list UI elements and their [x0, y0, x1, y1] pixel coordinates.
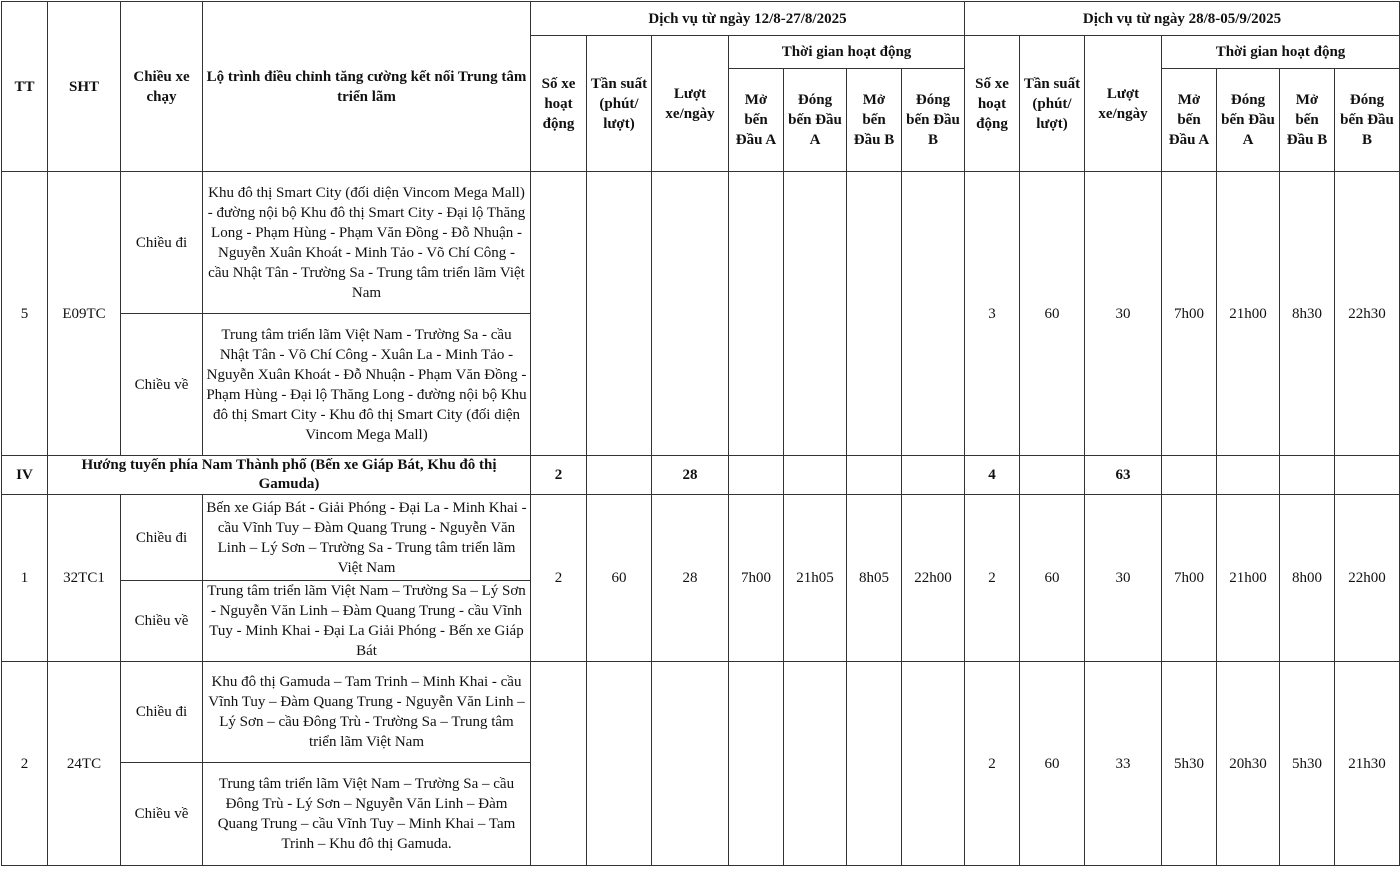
- header-p1-operating-time: Thời gian hoạt động: [729, 36, 965, 69]
- p2-vehicles: 2: [965, 495, 1020, 662]
- row-direction-back: Chiều về: [121, 314, 203, 456]
- p2-close-a: 21h00: [1217, 172, 1280, 456]
- group-p1-close-b: [902, 456, 965, 495]
- header-p1-close-b: Đóng bến Đầu B: [902, 69, 965, 172]
- p1-close-b: 22h00: [902, 495, 965, 662]
- row-tt: 5: [2, 172, 48, 456]
- schedule-table: [1, 1, 1400, 866]
- table-row: [2, 495, 1400, 581]
- p2-close-a: 20h30: [1217, 662, 1280, 866]
- header-tt: TT: [2, 2, 48, 172]
- p1-frequency: 60: [587, 495, 652, 662]
- p2-close-a: 21h00: [1217, 495, 1280, 662]
- p1-open-b: [847, 662, 902, 866]
- p1-open-a: 7h00: [729, 495, 784, 662]
- group-p1-frequency: [587, 456, 652, 495]
- p1-close-a: 21h05: [784, 495, 847, 662]
- header-p1-trips: Lượt xe/ngày: [652, 36, 729, 172]
- header-p1-vehicles: Số xe hoạt động: [531, 36, 587, 172]
- row-direction-out: Chiều đi: [121, 662, 203, 763]
- p1-open-a: [729, 172, 784, 456]
- row-route-back: Trung tâm triển lãm Việt Nam - Trường Sa - cầu Nhật Tân - Võ Chí Công - Xuân La - Minh Tảo - Nguyễn Xuân Khoát - Đỗ Nhuận - Phạm Văn Đồng - Phạm Hùng - Đại lộ Thăng Long - đường nội bộ Khu đô thị Smart City - Khu đô thị Smart City (đối diện Vincom Mega Mall): [203, 314, 531, 456]
- group-p1-trips: 28: [652, 456, 729, 495]
- p2-close-b: 22h00: [1335, 495, 1400, 662]
- group-p2-open-b: [1280, 456, 1335, 495]
- header-p1-open-b: Mở bến Đầu B: [847, 69, 902, 172]
- group-p2-open-a: [1162, 456, 1217, 495]
- header-period-2: Dịch vụ từ ngày 28/8-05/9/2025: [965, 2, 1400, 36]
- header-p2-close-b: Đóng bến Đầu B: [1335, 69, 1400, 172]
- row-sht: 24TC: [48, 662, 121, 866]
- header-p1-open-a: Mở bến Đầu A: [729, 69, 784, 172]
- p2-trips: 33: [1085, 662, 1162, 866]
- p2-open-a: 5h30: [1162, 662, 1217, 866]
- p1-vehicles: 2: [531, 495, 587, 662]
- header-p1-close-a: Đóng bến Đầu A: [784, 69, 847, 172]
- group-p1-vehicles: 2: [531, 456, 587, 495]
- p1-trips: [652, 172, 729, 456]
- row-direction-back: Chiều về: [121, 581, 203, 662]
- group-p2-close-b: [1335, 456, 1400, 495]
- p2-trips: 30: [1085, 172, 1162, 456]
- p1-vehicles: [531, 662, 587, 866]
- p2-vehicles: 2: [965, 662, 1020, 866]
- header-period-1: Dịch vụ từ ngày 12/8-27/8/2025: [531, 2, 965, 36]
- p1-open-a: [729, 662, 784, 866]
- row-tt: 1: [2, 495, 48, 662]
- p2-frequency: 60: [1020, 662, 1085, 866]
- header-p2-frequency: Tần suất (phút/ lượt): [1020, 36, 1085, 172]
- group-row: [2, 456, 1400, 495]
- p1-frequency: [587, 172, 652, 456]
- p1-open-b: [847, 172, 902, 456]
- header-sht: SHT: [48, 2, 121, 172]
- p1-close-b: [902, 172, 965, 456]
- p1-open-b: 8h05: [847, 495, 902, 662]
- p2-open-b: 8h00: [1280, 495, 1335, 662]
- row-direction-out: Chiều đi: [121, 172, 203, 314]
- p2-open-b: 8h30: [1280, 172, 1335, 456]
- p2-close-b: 21h30: [1335, 662, 1400, 866]
- group-tt: IV: [2, 456, 48, 495]
- row-tt: 2: [2, 662, 48, 866]
- row-sht: E09TC: [48, 172, 121, 456]
- header-p2-operating-time: Thời gian hoạt động: [1162, 36, 1400, 69]
- row-route-back: Trung tâm triển lãm Việt Nam – Trường Sa – cầu Đông Trù - Lý Sơn – Nguyễn Văn Linh – Đàm Quang Trung – cầu Vĩnh Tuy – Minh Khai – Tam Trinh – Khu đô thị Gamuda.: [203, 763, 531, 866]
- header-direction: Chiều xe chạy: [121, 2, 203, 172]
- p1-close-a: [784, 172, 847, 456]
- p2-frequency: 60: [1020, 172, 1085, 456]
- table-row: [2, 172, 1400, 314]
- row-route-back: Trung tâm triển lãm Việt Nam – Trường Sa – Lý Sơn - Nguyễn Văn Linh – Đàm Quang Trung - cầu Vĩnh Tuy - Minh Khai - Đại La Giải Phóng - Bến xe Giáp Bát: [203, 581, 531, 662]
- group-p2-close-a: [1217, 456, 1280, 495]
- p2-open-a: 7h00: [1162, 172, 1217, 456]
- table-row: [2, 662, 1400, 763]
- group-title: Hướng tuyến phía Nam Thành phố (Bến xe Giáp Bát, Khu đô thị Gamuda): [48, 456, 531, 495]
- p1-trips: 28: [652, 495, 729, 662]
- p1-close-b: [902, 662, 965, 866]
- row-route-out: Bến xe Giáp Bát - Giải Phóng - Đại La - Minh Khai - cầu Vĩnh Tuy – Đàm Quang Trung - Nguyễn Văn Linh – Lý Sơn – Trường Sa - Trung tâm triển lãm Việt Nam: [203, 495, 531, 581]
- p1-frequency: [587, 662, 652, 866]
- header-p2-close-a: Đóng bến Đầu A: [1217, 69, 1280, 172]
- group-p2-frequency: [1020, 456, 1085, 495]
- header-p2-trips: Lượt xe/ngày: [1085, 36, 1162, 172]
- header-p2-vehicles: Số xe hoạt động: [965, 36, 1020, 172]
- row-direction-out: Chiều đi: [121, 495, 203, 581]
- row-route-out: Khu đô thị Gamuda – Tam Trinh – Minh Khai - cầu Vĩnh Tuy – Đàm Quang Trung - Nguyễn Văn Linh – Lý Sơn – cầu Đông Trù - Trường Sa – Trung tâm triển lãm Việt Nam: [203, 662, 531, 763]
- group-p1-close-a: [784, 456, 847, 495]
- header-p1-frequency: Tần suất (phút/ lượt): [587, 36, 652, 172]
- p1-close-a: [784, 662, 847, 866]
- header-route: Lộ trình điều chỉnh tăng cường kết nối Trung tâm triển lãm: [203, 2, 531, 172]
- row-sht: 32TC1: [48, 495, 121, 662]
- group-p2-trips: 63: [1085, 456, 1162, 495]
- p2-vehicles: 3: [965, 172, 1020, 456]
- group-p1-open-b: [847, 456, 902, 495]
- header-p2-open-b: Mở bến Đầu B: [1280, 69, 1335, 172]
- p1-vehicles: [531, 172, 587, 456]
- row-direction-back: Chiều về: [121, 763, 203, 866]
- group-p2-vehicles: 4: [965, 456, 1020, 495]
- header-p2-open-a: Mở bến Đầu A: [1162, 69, 1217, 172]
- p2-open-b: 5h30: [1280, 662, 1335, 866]
- p2-trips: 30: [1085, 495, 1162, 662]
- p2-close-b: 22h30: [1335, 172, 1400, 456]
- row-route-out: Khu đô thị Smart City (đối diện Vincom Mega Mall) - đường nội bộ Khu đô thị Smart City - Đại lộ Thăng Long - Phạm Hùng - Phạm Văn Đồng - Đỗ Nhuận - Nguyễn Xuân Khoát - Minh Tảo - Võ Chí Công - cầu Nhật Tân - Trường Sa - Trung tâm triển lãm Việt Nam: [203, 172, 531, 314]
- p1-trips: [652, 662, 729, 866]
- p2-open-a: 7h00: [1162, 495, 1217, 662]
- p2-frequency: 60: [1020, 495, 1085, 662]
- group-p1-open-a: [729, 456, 784, 495]
